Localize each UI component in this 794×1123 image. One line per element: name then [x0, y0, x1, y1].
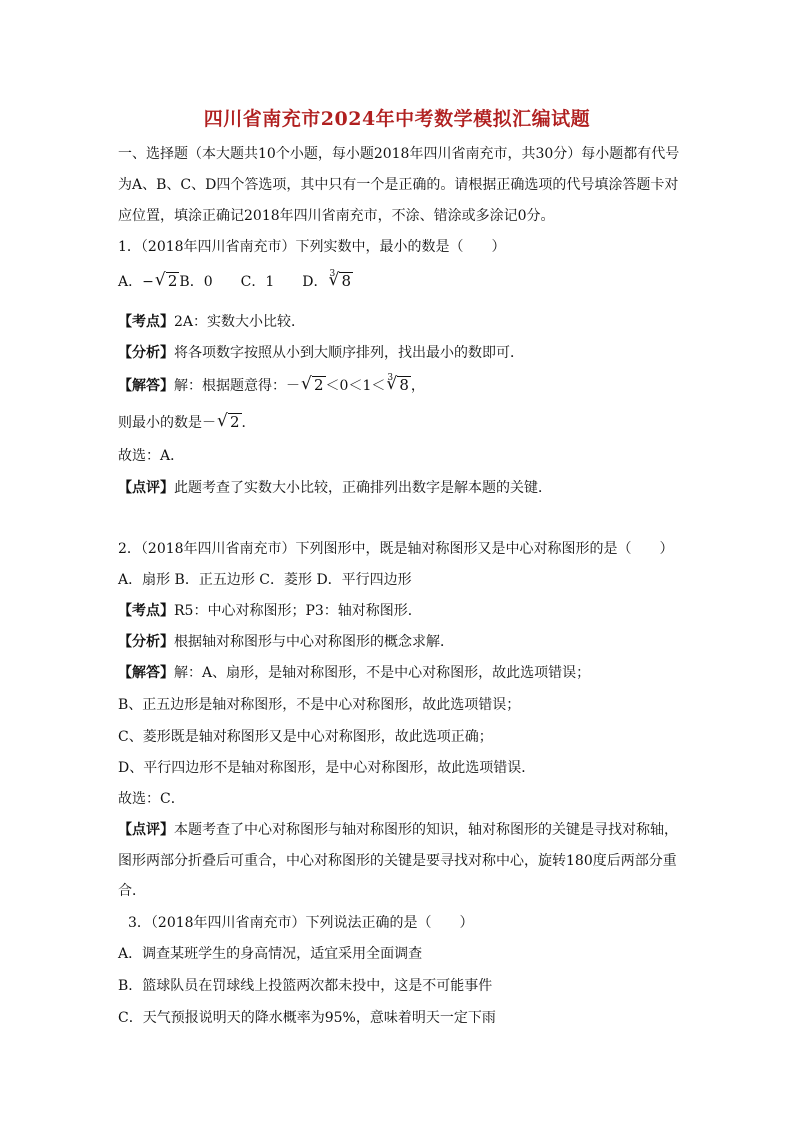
intro-line-2: 为A、B、C、D四个答选项，其中只有一个是正确的。请根据正确选项的代号填涂答题卡对: [118, 177, 679, 193]
q2-options: A．扇形 B．正五边形 C．菱形 D．平行四边形: [118, 572, 412, 588]
q1-option-d-radicand: 8: [341, 272, 351, 290]
q1-jieda: [118, 373, 425, 396]
q1-jieda-mid: ＜0＜1＜: [325, 378, 386, 394]
q1-jieda-end: ，: [410, 378, 425, 394]
q1-conclusion-end: ．: [241, 415, 256, 431]
q2-fenxi-text: 根据轴对称图形与中心对称图形的概念求解．: [174, 634, 454, 650]
q3-option-b: B．篮球队员在罚球线上投篮两次都未投中，这是不可能事件: [118, 978, 493, 994]
q2-kaodian: [118, 601, 422, 621]
q1-jieda-index: √ 3: [387, 373, 394, 383]
kaodian-tag: 【考点】: [118, 314, 174, 330]
q3-option-c: C．天气预报说明天的降水概率为95%，意味着明天一定下雨: [118, 1010, 496, 1026]
q1-dianping: [118, 478, 552, 498]
q1-option-a-minus: −: [142, 274, 154, 290]
dianping-tag: 【点评】: [118, 480, 174, 496]
q2-jieda-text: 解：A、扇形，是轴对称图形，不是中心对称图形，故此选项错误；: [174, 665, 591, 681]
document-title: 四川省南充市2024年中考数学模拟汇编试题: [203, 108, 591, 130]
jieda-tag: 【解答】: [118, 665, 174, 681]
q1-options-rest: B．0 C．1 D．: [179, 274, 328, 290]
q1-fenxi-text: 将各项数字按照从小到大顺序排列，找出最小的数即可．: [174, 345, 524, 361]
q1-option-a-label: A．: [118, 274, 143, 290]
q3-stem: 3．（2018年四川省南充市）下列说法正确的是（ ）: [128, 915, 474, 931]
q3-option-a: A．调查某班学生的身高情况，适宜采用全面调查: [118, 946, 423, 962]
intro-line-3: 应位置，填涂正确记2018年四川省南充市，不涂、错涂或多涂记0分。: [118, 208, 555, 224]
cube-root-symbol: [387, 373, 411, 396]
q2-dianping-text-1: 本题考查了中心对称图形与轴对称图形的知识，轴对称图形的关键是寻找对称轴，: [174, 822, 678, 838]
q1-dianping-text: 此题考查了实数大小比较，正确排列出数字是解本题的关键．: [174, 480, 552, 496]
fenxi-tag: 【分析】: [118, 345, 174, 361]
q2-stem: 2．（2018年四川省南充市）下列图形中，既是轴对称图形又是中心对称图形的是（ ）: [118, 541, 674, 557]
q1-choose: 故选：A．: [118, 448, 185, 464]
q2-fenxi: [118, 632, 454, 652]
q1-conclusion-pre: 则最小的数是－: [118, 415, 216, 431]
sqrt-symbol: [218, 413, 242, 433]
q2-jieda: [118, 663, 590, 683]
q1-kaodian-text: 2A：实数大小比较．: [174, 314, 306, 330]
sqrt-symbol: [302, 376, 326, 396]
q2-kaodian-text: R5：中心对称图形；P3：轴对称图形．: [174, 603, 422, 619]
dianping-tag: 【点评】: [118, 822, 174, 838]
q2-dianping-line-2: 图形两部分折叠后可重合，中心对称图形的关键是要寻找对称中心，旋转180度后两部分重: [118, 853, 677, 869]
q1-stem: 1．（2018年四川省南充市）下列实数中，最小的数是（ ）: [118, 239, 506, 255]
jieda-tag: 【解答】: [118, 378, 174, 394]
q2-dianping: [118, 820, 678, 840]
cube-root-symbol: [329, 269, 353, 292]
q2-line-d: D、平行四边形不是轴对称图形，是中心对称图形，故此选项错误．: [118, 760, 536, 776]
fenxi-tag: 【分析】: [118, 634, 174, 650]
q1-conclusion: [118, 413, 256, 433]
q1-jieda-radicand-1: 2: [314, 376, 324, 394]
q1-option-d-index: √ 3: [329, 269, 336, 279]
q2-choose: 故选：C．: [118, 791, 185, 807]
q1-kaodian: [118, 312, 305, 332]
q1-fenxi: [118, 343, 524, 363]
q1-options: [118, 269, 353, 292]
q2-line-b: B、正五边形是轴对称图形，不是中心对称图形，故此选项错误；: [118, 697, 521, 713]
q1-conclusion-radicand: 2: [230, 413, 240, 431]
sqrt-symbol: [156, 272, 180, 292]
q1-jieda-pre: 解：根据题意得：－: [174, 378, 300, 394]
q2-dianping-line-3: 合．: [118, 883, 146, 899]
q1-option-a-radicand: 2: [167, 272, 178, 290]
q2-line-c: C、菱形既是轴对称图形又是中心对称图形，故此选项正确；: [118, 729, 493, 745]
kaodian-tag: 【考点】: [118, 603, 174, 619]
q1-jieda-radicand-2: 8: [399, 376, 409, 394]
intro-line-1: 一、选择题（本大题共10个小题，每小题2018年四川省南充市，共30分）每小题都有代号: [118, 146, 680, 162]
